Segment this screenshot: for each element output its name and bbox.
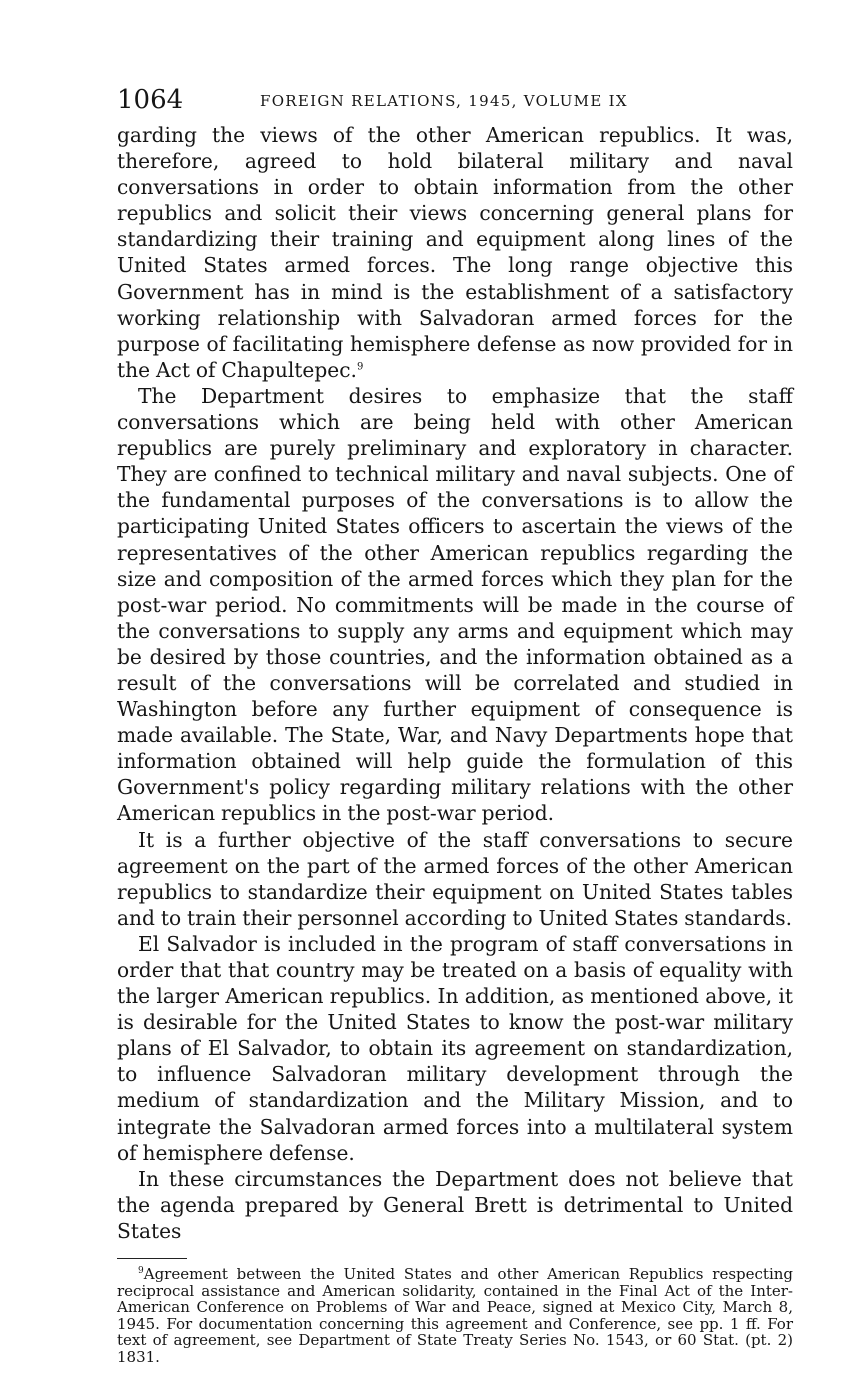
paragraph-2: The Department desires to emphasize that the staff conversations which are being held with other American republics are purely preliminary and exploratory in character. They are confined to technical military and naval subjects. One of the fundamental purposes of the conversations is to allow the participating United States officers to ascertain the views of the representatives of the other American republics regarding the size and composition of the armed forces which they plan for the post-war period. No commitments will be made in the course of the conversations to supply any arms and equipment which may be desired by those countries, and the information obtained as a result of the conversations will be correlated and studied in Washington before any further equipment of consequence is made available. The State, War, and Navy Departments hope that information obtained will help guide the formulation of this Government's policy regarding military relations with the other American republics in the post-war period.: [117, 383, 793, 826]
footnote-marker: 9: [138, 1266, 144, 1277]
document-page: [117, 83, 793, 1366]
paragraph-1-text: garding the views of the other American republics. It was, therefore, agreed to hold bilateral military and naval conversations in order to obtain information from the other republics and solicit their views concerning general plans for standardizing their training and equipment along lines of the United States armed forces. The long range objective this Government has in mind is the establishment of a satisfactory working relationship with Salvadoran armed forces for the purpose of facilitating hemisphere defense as now provided for in the Act of Chapultepec.: [117, 123, 793, 382]
paragraph-3: It is a further objective of the staff conversations to secure agreement on the part of the armed forces of the other American republics to standardize their equipment on United States tables and to train their personnel according to United States standards.: [117, 827, 793, 930]
paragraph-1: [117, 122, 793, 383]
paragraph-4: El Salvador is included in the program of staff conversations in order that that country may be treated on a basis of equality with the larger American republics. In addition, as mentioned above, it is desirable for the United States to know the post-war military plans of El Salvador, to obtain its agreement on standardization, to influence Salvadoran military development through the medium of standardization and the Military Mission, and to integrate the Salvadoran armed forces into a multilateral system of hemisphere defense.: [117, 931, 793, 1165]
page-header: [117, 83, 793, 117]
page-number: 1064: [117, 85, 184, 115]
footnote-reference[interactable]: 9: [356, 361, 364, 373]
footnote: [117, 1266, 793, 1366]
footnote-text: Agreement between the United States and other American Republics respecting reciprocal assistance and American solidarity, contained in the Final Act of the Inter-American Conference on Problems of War and Peace, signed at Mexico City, March 8, 1945. For documentation concerning this agreement and Conference, see pp. 1 ff. For text of agreement, see Department of State Treaty Series No. 1543, or 60 Stat. (pt. 2) 1831.: [117, 1265, 793, 1366]
footnote-divider: [117, 1258, 187, 1259]
running-title: FOREIGN RELATIONS, 1945, VOLUME IX: [260, 92, 628, 110]
body-text: [117, 122, 793, 1244]
paragraph-5: In these circumstances the Department does not believe that the agenda prepared by General Brett is detrimental to United States: [117, 1166, 793, 1243]
